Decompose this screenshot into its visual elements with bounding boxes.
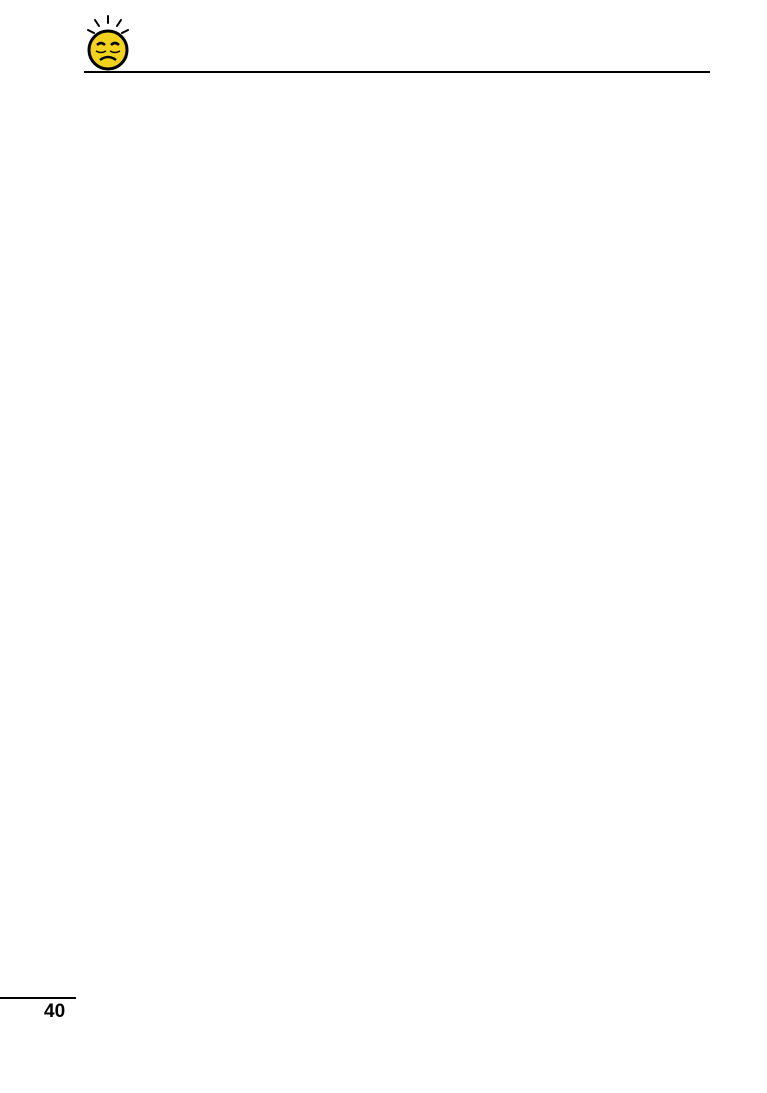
page-number: 40 [44, 1001, 66, 1022]
sleepy-face-icon [84, 14, 132, 72]
paragraph-1 [88, 88, 710, 114]
paragraph-3 [88, 139, 710, 165]
footer-rule [0, 997, 76, 999]
header-rule [84, 71, 710, 73]
page-body [88, 88, 710, 1028]
paragraph-4 [88, 165, 710, 191]
paragraph-2 [88, 114, 710, 140]
